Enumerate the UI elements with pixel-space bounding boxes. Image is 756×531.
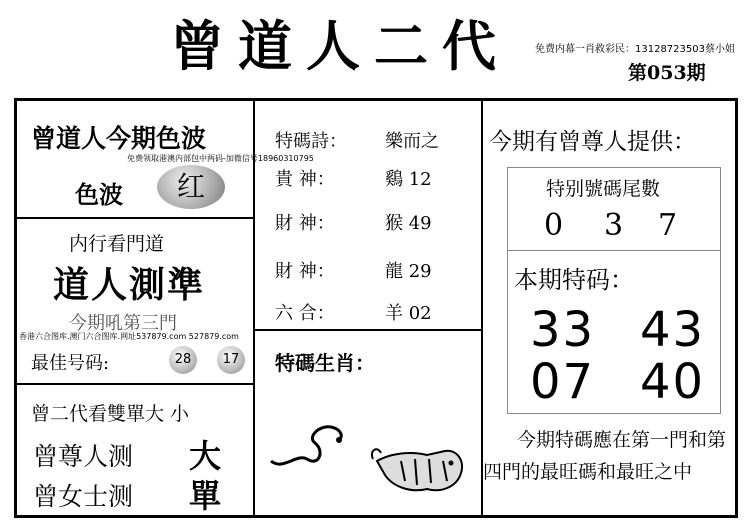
special-number: 07 xyxy=(530,354,596,410)
sites-text: 香港六合图库.澳门六合图库.网址537879.com 527879.com xyxy=(19,332,239,341)
oddeven-heading: 曾二代看雙單大 小 xyxy=(31,403,190,425)
god-label: 財 神： xyxy=(275,261,335,282)
divider xyxy=(17,383,253,385)
god-label: 六 合： xyxy=(275,303,335,324)
divider xyxy=(17,217,253,219)
god-value: 猴 49 xyxy=(385,213,432,234)
special-heading: 本期特码： xyxy=(514,266,634,294)
note-line: 四門的最旺碼和最旺之中 xyxy=(483,461,693,483)
divider xyxy=(508,250,720,251)
row-value: 大 xyxy=(189,437,222,475)
god-label: 貴 神： xyxy=(275,169,335,190)
color-value: 红 xyxy=(176,170,205,203)
best-number-ball: 17 xyxy=(217,346,245,374)
page-title: 曾道人二代 xyxy=(170,15,510,78)
door-text: 今期吼第三門 xyxy=(69,313,177,334)
contact-line: 免费内幕一肖救彩民：13128723503蔡小姐 xyxy=(535,44,735,55)
color-ball xyxy=(157,165,225,209)
poem-value: 樂而之 xyxy=(385,131,439,152)
color-heading: 曾道人今期色波 xyxy=(31,124,207,153)
issue-number: 第053期 xyxy=(628,62,706,84)
special-number: 40 xyxy=(640,354,706,410)
big-text: 道人測準 xyxy=(53,265,206,306)
snake-icon xyxy=(267,413,357,473)
right-heading: 今期有曾尊人提供： xyxy=(489,129,696,155)
special-number: 33 xyxy=(530,302,596,358)
right-column xyxy=(481,101,735,515)
main-frame xyxy=(14,98,738,518)
subhead: 内行看門道 xyxy=(69,233,165,255)
tail-digit: 7 xyxy=(658,208,678,243)
divider xyxy=(253,329,481,331)
color-label: 色波 xyxy=(75,181,123,209)
row-value: 單 xyxy=(189,477,222,515)
god-label: 財 神： xyxy=(275,213,335,234)
zodiac-heading: 特碼生肖： xyxy=(275,351,375,375)
special-number: 43 xyxy=(640,302,706,358)
watermark-text: 免费领取港澳内部包中两码-加微信号18960310795 xyxy=(127,154,314,163)
numbers-box xyxy=(507,167,721,414)
god-value: 鷄 12 xyxy=(385,169,432,190)
best-number-ball: 28 xyxy=(169,346,197,374)
tail-digit: 3 xyxy=(604,208,624,243)
tail-digit: 0 xyxy=(544,208,564,243)
tail-heading: 特别號碼尾數 xyxy=(546,178,661,200)
middle-column xyxy=(253,101,483,515)
row-label: 曾尊人测 xyxy=(33,442,134,471)
god-value: 龍 29 xyxy=(385,261,432,282)
god-value: 羊 02 xyxy=(385,303,432,324)
best-label: 最佳号码: xyxy=(31,353,110,374)
note-line: 今期特碼應在第一門和第 xyxy=(517,429,727,451)
tiger-icon xyxy=(371,431,471,501)
row-label: 曾女士测 xyxy=(33,482,134,511)
poem-label: 特碼詩： xyxy=(275,131,347,152)
